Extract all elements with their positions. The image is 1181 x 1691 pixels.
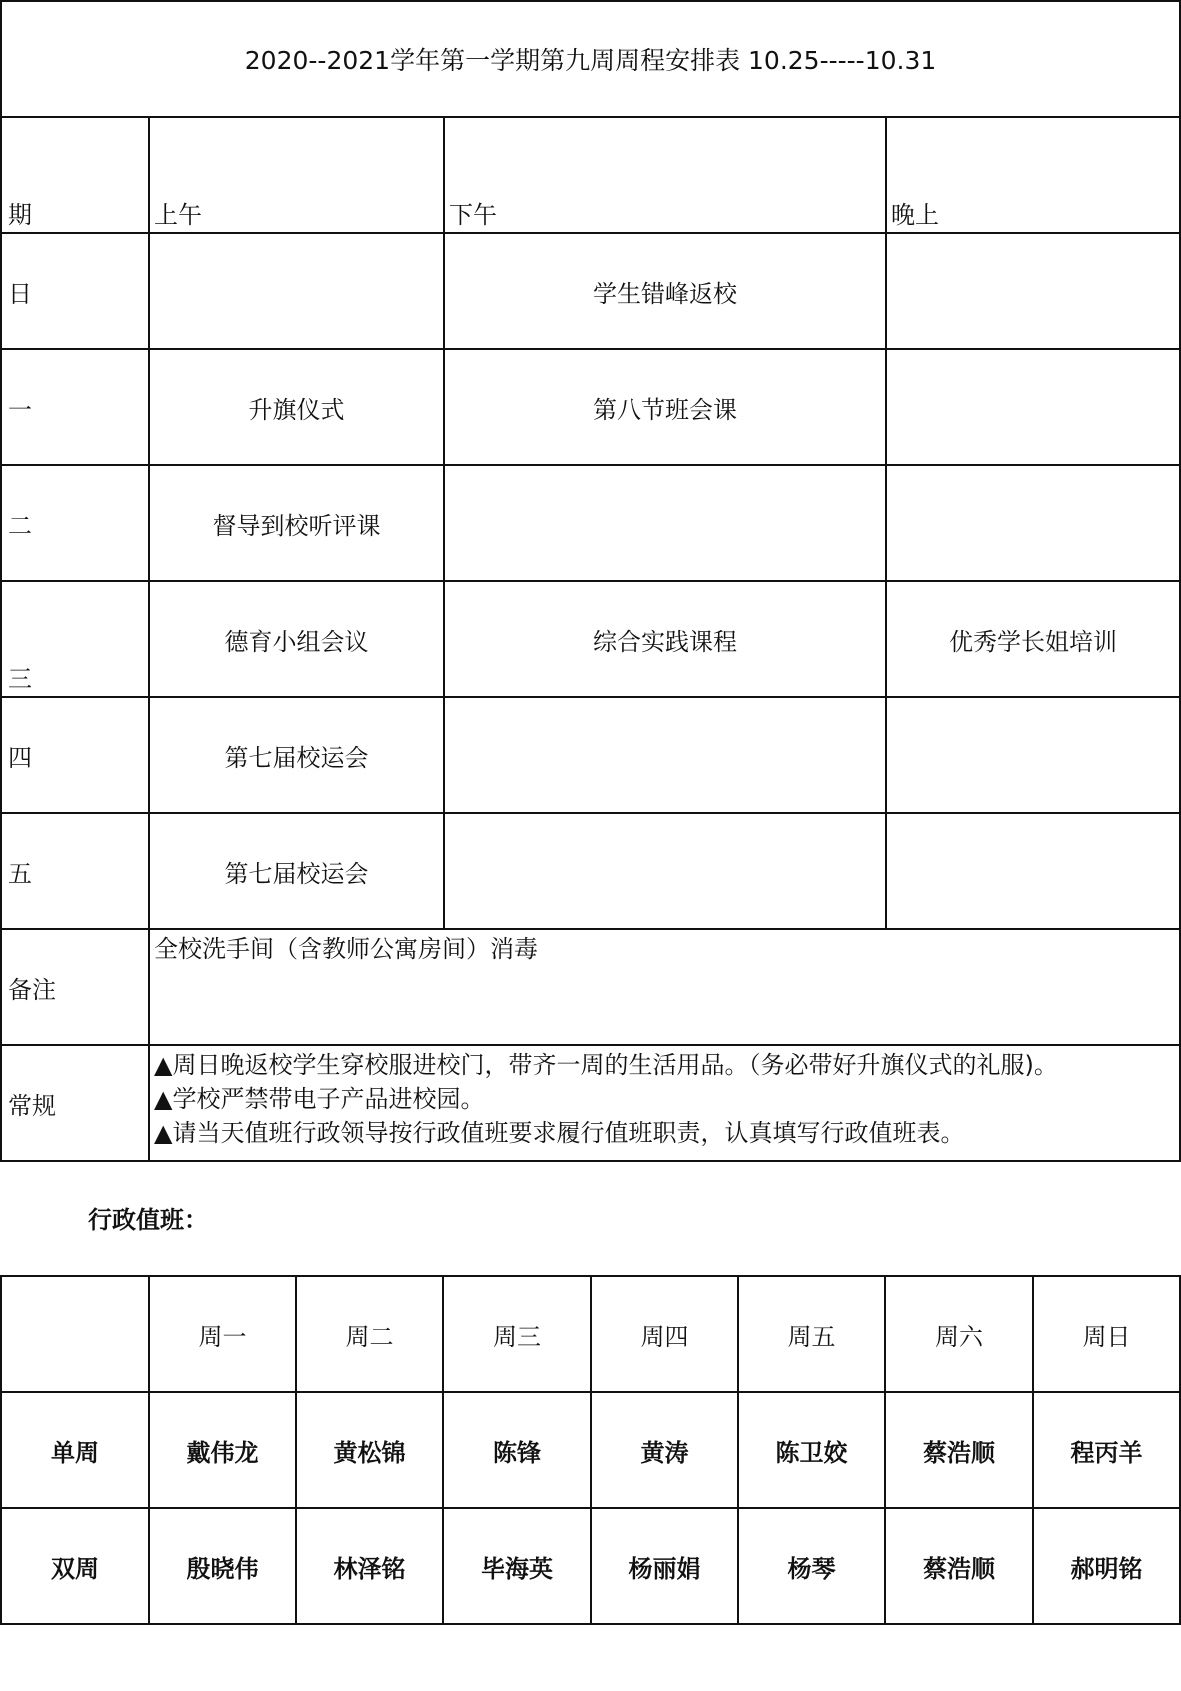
schedule-row-wednesday: [1, 581, 1180, 697]
afternoon-cell: [444, 813, 886, 929]
duty-name-cell: 蔡浩顺: [885, 1508, 1033, 1624]
morning-cell: [149, 233, 444, 349]
duty-name-cell: 蔡浩顺: [885, 1392, 1033, 1508]
duty-table: [0, 1275, 1181, 1625]
duty-row-label: 双周: [1, 1508, 149, 1624]
schedule-row-tuesday: [1, 465, 1180, 581]
morning-cell: 督导到校听评课: [149, 465, 444, 581]
duty-col-saturday: 周六: [885, 1276, 1033, 1392]
morning-cell: 升旗仪式: [149, 349, 444, 465]
evening-cell: [886, 813, 1180, 929]
afternoon-cell: 第八节班会课: [444, 349, 886, 465]
afternoon-cell: 学生错峰返校: [444, 233, 886, 349]
duty-name-cell: 戴伟龙: [149, 1392, 296, 1508]
duty-name-cell: 杨琴: [738, 1508, 885, 1624]
duty-col-thursday: 周四: [591, 1276, 738, 1392]
schedule-remark-row: [1, 929, 1180, 1045]
schedule-title: 2020--2021学年第一学期第九周周程安排表 10.25-----10.31: [1, 1, 1180, 117]
duty-header-row: [1, 1276, 1180, 1392]
schedule-title-row: [1, 1, 1180, 117]
routine-line: ▲周日晚返校学生穿校服进校门，带齐一周的生活用品。（务必带好升旗仪式的礼服)。: [154, 1051, 1058, 1079]
header-morning: 上午: [149, 117, 444, 233]
evening-cell: [886, 465, 1180, 581]
schedule-row-monday: [1, 349, 1180, 465]
remark-label: 备注: [1, 929, 149, 1045]
routine-line: ▲请当天值班行政领导按行政值班要求履行值班职责，认真填写行政值班表。: [154, 1119, 965, 1147]
evening-cell: [886, 233, 1180, 349]
day-label: 日: [1, 233, 149, 349]
duty-name-cell: 黄松锦: [296, 1392, 443, 1508]
duty-col-friday: 周五: [738, 1276, 885, 1392]
day-label: 四: [1, 697, 149, 813]
remark-text: 全校洗手间（含教师公寓房间）消毒: [149, 929, 1180, 1045]
schedule-row-thursday: [1, 697, 1180, 813]
evening-cell: [886, 697, 1180, 813]
duty-name-cell: 郝明铭: [1033, 1508, 1180, 1624]
header-evening: 晚上: [886, 117, 1180, 233]
duty-col-monday: 周一: [149, 1276, 296, 1392]
day-label: 三: [1, 581, 149, 697]
duty-name-cell: 杨丽娟: [591, 1508, 738, 1624]
duty-name-cell: 殷晓伟: [149, 1508, 296, 1624]
schedule-header-row: [1, 117, 1180, 233]
duty-name-cell: 黄涛: [591, 1392, 738, 1508]
morning-cell: 第七届校运会: [149, 813, 444, 929]
duty-row-label: 单周: [1, 1392, 149, 1508]
duty-name-cell: 林泽铭: [296, 1508, 443, 1624]
afternoon-cell: [444, 465, 886, 581]
duty-heading: 行政值班：: [88, 1206, 208, 1234]
header-afternoon: 下午: [444, 117, 886, 233]
routine-notes: [149, 1045, 1180, 1161]
morning-cell: 第七届校运会: [149, 697, 444, 813]
duty-row-even-week: [1, 1508, 1180, 1624]
duty-col-sunday: 周日: [1033, 1276, 1180, 1392]
duty-name-cell: 陈卫姣: [738, 1392, 885, 1508]
duty-col-tuesday: 周二: [296, 1276, 443, 1392]
afternoon-cell: 综合实践课程: [444, 581, 886, 697]
schedule-row-friday: [1, 813, 1180, 929]
duty-col-wednesday: 周三: [443, 1276, 591, 1392]
day-label: 五: [1, 813, 149, 929]
day-label: 一: [1, 349, 149, 465]
routine-label: 常规: [1, 1045, 149, 1161]
duty-name-cell: 程丙羊: [1033, 1392, 1180, 1508]
afternoon-cell: [444, 697, 886, 813]
day-label: 二: [1, 465, 149, 581]
duty-row-odd-week: [1, 1392, 1180, 1508]
evening-cell: [886, 349, 1180, 465]
duty-name-cell: 毕海英: [443, 1508, 591, 1624]
duty-name-cell: 陈锋: [443, 1392, 591, 1508]
schedule-row-sunday: [1, 233, 1180, 349]
morning-cell: 德育小组会议: [149, 581, 444, 697]
duty-corner-cell: [1, 1276, 149, 1392]
header-day: 期: [1, 117, 149, 233]
routine-line: ▲学校严禁带电子产品进校园。: [154, 1085, 485, 1113]
evening-cell: 优秀学长姐培训: [886, 581, 1180, 697]
schedule-routine-row: [1, 1045, 1180, 1161]
